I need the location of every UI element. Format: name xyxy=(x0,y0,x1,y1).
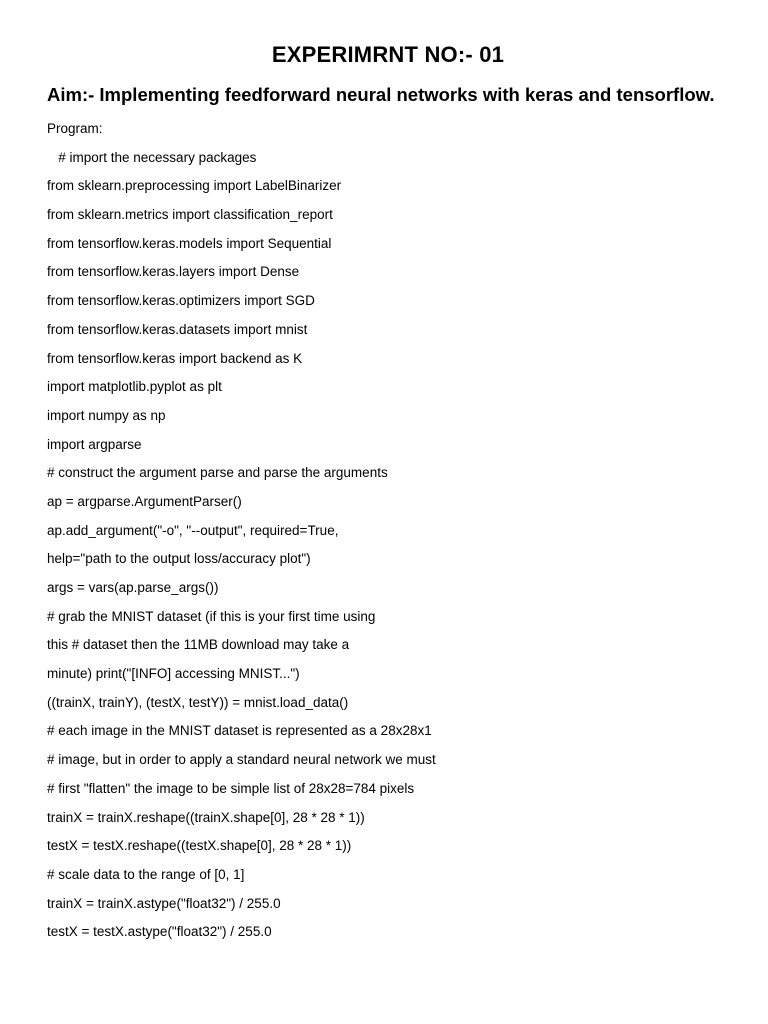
code-line: ((trainX, trainY), (testX, testY)) = mnist.load_data() xyxy=(47,694,349,710)
code-line: from tensorflow.keras.optimizers import SGD xyxy=(47,293,315,309)
code-line: # construct the argument parse and parse the arguments xyxy=(47,465,388,481)
code-line: testX = testX.astype("float32") / 255.0 xyxy=(47,924,272,940)
code-line: from tensorflow.keras import backend as K xyxy=(47,350,303,366)
code-line: minute) print("[INFO] accessing MNIST...") xyxy=(47,666,300,682)
experiment-title: EXPERIMRNT NO:- 01 xyxy=(271,42,505,67)
code-line: from sklearn.metrics import classification_report xyxy=(47,207,333,223)
code-line: # grab the MNIST dataset (if this is your first time using xyxy=(47,608,376,624)
code-line: ap.add_argument("-o", "--output", required=True, xyxy=(47,522,339,538)
code-line: # first "flatten" the image to be simple list of 28x28=784 pixels xyxy=(47,780,415,796)
code-line: from tensorflow.keras.layers import Dense xyxy=(47,264,300,280)
code-line: from tensorflow.keras.models import Sequential xyxy=(47,235,332,251)
code-line: import argparse xyxy=(47,436,142,452)
code-line: from tensorflow.keras.datasets import mnist xyxy=(47,321,308,337)
code-line: help="path to the output loss/accuracy plot") xyxy=(47,551,311,567)
program-listing xyxy=(47,119,747,951)
code-line: # import the necessary packages xyxy=(47,149,257,165)
code-line: trainX = trainX.reshape((trainX.shape[0], 28 * 28 * 1)) xyxy=(47,809,365,825)
code-line: ap = argparse.ArgumentParser() xyxy=(47,493,242,509)
code-line: import numpy as np xyxy=(47,407,166,423)
code-line: # image, but in order to apply a standard neural network we must xyxy=(47,752,436,768)
code-line: import matplotlib.pyplot as plt xyxy=(47,379,222,395)
aim-heading: Aim:- Implementing feedforward neural networks with keras and tensorflow. xyxy=(47,84,715,105)
code-line: args = vars(ap.parse_args()) xyxy=(47,580,219,595)
code-line: # scale data to the range of [0, 1] xyxy=(47,866,245,882)
code-line: from sklearn.preprocessing import LabelBinarizer xyxy=(47,178,342,194)
code-line: this # dataset then the 11MB download may take a xyxy=(47,637,350,653)
code-line: trainX = trainX.astype("float32") / 255.0 xyxy=(47,895,281,911)
code-line: testX = testX.reshape((testX.shape[0], 28 * 28 * 1)) xyxy=(47,838,352,854)
program-label: Program: xyxy=(47,121,103,136)
code-line: # each image in the MNIST dataset is represented as a 28x28x1 xyxy=(47,723,432,739)
